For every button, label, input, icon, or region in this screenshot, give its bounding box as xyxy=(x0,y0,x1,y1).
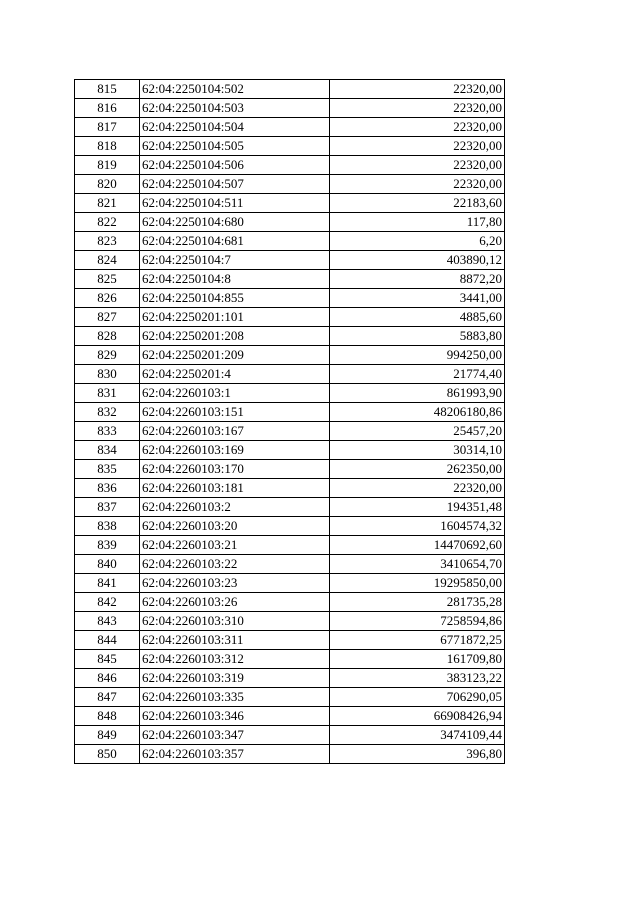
value-cell: 161709,80 xyxy=(330,650,505,669)
table-row xyxy=(75,308,505,327)
value-cell: 14470692,60 xyxy=(330,536,505,555)
row-number-cell: 846 xyxy=(75,669,140,688)
cadastral-number-cell: 62:04:2260103:347 xyxy=(140,726,330,745)
table-row xyxy=(75,118,505,137)
row-number-cell: 848 xyxy=(75,707,140,726)
table-row xyxy=(75,194,505,213)
value-cell: 861993,90 xyxy=(330,384,505,403)
table-row xyxy=(75,631,505,650)
cadastral-number-cell: 62:04:2250104:504 xyxy=(140,118,330,137)
value-cell: 3441,00 xyxy=(330,289,505,308)
cadastral-number-cell: 62:04:2250104:506 xyxy=(140,156,330,175)
row-number-cell: 849 xyxy=(75,726,140,745)
table-row xyxy=(75,289,505,308)
value-cell: 7258594,86 xyxy=(330,612,505,631)
cadastral-number-cell: 62:04:2260103:151 xyxy=(140,403,330,422)
table-row xyxy=(75,612,505,631)
cadastral-number-cell: 62:04:2260103:335 xyxy=(140,688,330,707)
cadastral-number-cell: 62:04:2260103:312 xyxy=(140,650,330,669)
cadastral-number-cell: 62:04:2250201:208 xyxy=(140,327,330,346)
row-number-cell: 827 xyxy=(75,308,140,327)
row-number-cell: 838 xyxy=(75,517,140,536)
cadastral-number-cell: 62:04:2260103:181 xyxy=(140,479,330,498)
table-row xyxy=(75,574,505,593)
cadastral-number-cell: 62:04:2250201:4 xyxy=(140,365,330,384)
row-number-cell: 815 xyxy=(75,80,140,99)
row-number-cell: 821 xyxy=(75,194,140,213)
table-row xyxy=(75,175,505,194)
row-number-cell: 828 xyxy=(75,327,140,346)
cadastral-number-cell: 62:04:2260103:319 xyxy=(140,669,330,688)
table-row xyxy=(75,441,505,460)
value-cell: 22183,60 xyxy=(330,194,505,213)
row-number-cell: 835 xyxy=(75,460,140,479)
value-cell: 994250,00 xyxy=(330,346,505,365)
table-row xyxy=(75,536,505,555)
value-cell: 19295850,00 xyxy=(330,574,505,593)
row-number-cell: 825 xyxy=(75,270,140,289)
row-number-cell: 822 xyxy=(75,213,140,232)
table-row xyxy=(75,555,505,574)
table-row xyxy=(75,384,505,403)
value-cell: 66908426,94 xyxy=(330,707,505,726)
table-row xyxy=(75,688,505,707)
row-number-cell: 818 xyxy=(75,137,140,156)
cadastral-number-cell: 62:04:2260103:1 xyxy=(140,384,330,403)
cadastral-number-cell: 62:04:2250104:507 xyxy=(140,175,330,194)
row-number-cell: 837 xyxy=(75,498,140,517)
value-cell: 22320,00 xyxy=(330,118,505,137)
cadastral-number-cell: 62:04:2250104:681 xyxy=(140,232,330,251)
value-cell: 22320,00 xyxy=(330,156,505,175)
value-cell: 30314,10 xyxy=(330,441,505,460)
row-number-cell: 830 xyxy=(75,365,140,384)
table-row xyxy=(75,479,505,498)
value-cell: 25457,20 xyxy=(330,422,505,441)
row-number-cell: 836 xyxy=(75,479,140,498)
value-cell: 6,20 xyxy=(330,232,505,251)
value-cell: 22320,00 xyxy=(330,137,505,156)
row-number-cell: 831 xyxy=(75,384,140,403)
cadastral-number-cell: 62:04:2250104:680 xyxy=(140,213,330,232)
cadastral-number-cell: 62:04:2260103:23 xyxy=(140,574,330,593)
cadastral-number-cell: 62:04:2250104:505 xyxy=(140,137,330,156)
table-row xyxy=(75,251,505,270)
cadastral-number-cell: 62:04:2260103:346 xyxy=(140,707,330,726)
table-row xyxy=(75,80,505,99)
cadastral-number-cell: 62:04:2260103:167 xyxy=(140,422,330,441)
table-row xyxy=(75,726,505,745)
row-number-cell: 829 xyxy=(75,346,140,365)
row-number-cell: 840 xyxy=(75,555,140,574)
value-cell: 22320,00 xyxy=(330,479,505,498)
cadastral-number-cell: 62:04:2250104:7 xyxy=(140,251,330,270)
table-row xyxy=(75,403,505,422)
table-row xyxy=(75,517,505,536)
cadastral-number-cell: 62:04:2260103:21 xyxy=(140,536,330,555)
table-row xyxy=(75,745,505,764)
value-cell: 403890,12 xyxy=(330,251,505,270)
value-cell: 262350,00 xyxy=(330,460,505,479)
value-cell: 4885,60 xyxy=(330,308,505,327)
table-body xyxy=(75,80,505,764)
table-row xyxy=(75,346,505,365)
row-number-cell: 845 xyxy=(75,650,140,669)
cadastral-number-cell: 62:04:2260103:22 xyxy=(140,555,330,574)
row-number-cell: 820 xyxy=(75,175,140,194)
row-number-cell: 841 xyxy=(75,574,140,593)
table-row xyxy=(75,707,505,726)
row-number-cell: 834 xyxy=(75,441,140,460)
cadastral-number-cell: 62:04:2260103:2 xyxy=(140,498,330,517)
table-row xyxy=(75,213,505,232)
table-row xyxy=(75,498,505,517)
cadastral-number-cell: 62:04:2250104:855 xyxy=(140,289,330,308)
row-number-cell: 843 xyxy=(75,612,140,631)
cadastral-number-cell: 62:04:2250104:503 xyxy=(140,99,330,118)
cadastral-number-cell: 62:04:2260103:311 xyxy=(140,631,330,650)
value-cell: 21774,40 xyxy=(330,365,505,384)
value-cell: 22320,00 xyxy=(330,80,505,99)
table-row xyxy=(75,327,505,346)
cadastral-number-cell: 62:04:2250104:8 xyxy=(140,270,330,289)
row-number-cell: 832 xyxy=(75,403,140,422)
table-row xyxy=(75,156,505,175)
row-number-cell: 850 xyxy=(75,745,140,764)
cadastral-number-cell: 62:04:2260103:357 xyxy=(140,745,330,764)
table-row xyxy=(75,460,505,479)
row-number-cell: 833 xyxy=(75,422,140,441)
row-number-cell: 824 xyxy=(75,251,140,270)
value-cell: 3410654,70 xyxy=(330,555,505,574)
row-number-cell: 817 xyxy=(75,118,140,137)
cadastral-number-cell: 62:04:2250104:511 xyxy=(140,194,330,213)
cadastral-number-cell: 62:04:2250104:502 xyxy=(140,80,330,99)
table-row xyxy=(75,365,505,384)
row-number-cell: 847 xyxy=(75,688,140,707)
cadastral-number-cell: 62:04:2260103:20 xyxy=(140,517,330,536)
value-cell: 22320,00 xyxy=(330,99,505,118)
value-cell: 396,80 xyxy=(330,745,505,764)
value-cell: 3474109,44 xyxy=(330,726,505,745)
value-cell: 5883,80 xyxy=(330,327,505,346)
value-cell: 6771872,25 xyxy=(330,631,505,650)
value-cell: 1604574,32 xyxy=(330,517,505,536)
cadastral-number-cell: 62:04:2260103:170 xyxy=(140,460,330,479)
row-number-cell: 842 xyxy=(75,593,140,612)
cadastral-number-cell: 62:04:2250201:101 xyxy=(140,308,330,327)
table-row xyxy=(75,99,505,118)
cadastral-number-cell: 62:04:2260103:310 xyxy=(140,612,330,631)
value-cell: 8872,20 xyxy=(330,270,505,289)
row-number-cell: 823 xyxy=(75,232,140,251)
cadastral-number-cell: 62:04:2260103:169 xyxy=(140,441,330,460)
table-row xyxy=(75,422,505,441)
value-cell: 281735,28 xyxy=(330,593,505,612)
value-cell: 383123,22 xyxy=(330,669,505,688)
value-cell: 48206180,86 xyxy=(330,403,505,422)
value-cell: 22320,00 xyxy=(330,175,505,194)
value-cell: 117,80 xyxy=(330,213,505,232)
table-row xyxy=(75,270,505,289)
row-number-cell: 826 xyxy=(75,289,140,308)
value-cell: 194351,48 xyxy=(330,498,505,517)
row-number-cell: 839 xyxy=(75,536,140,555)
row-number-cell: 819 xyxy=(75,156,140,175)
cadastral-value-table xyxy=(74,79,505,764)
row-number-cell: 816 xyxy=(75,99,140,118)
table-row xyxy=(75,669,505,688)
value-cell: 706290,05 xyxy=(330,688,505,707)
table-row xyxy=(75,137,505,156)
cadastral-number-cell: 62:04:2260103:26 xyxy=(140,593,330,612)
cadastral-number-cell: 62:04:2250201:209 xyxy=(140,346,330,365)
table-row xyxy=(75,650,505,669)
row-number-cell: 844 xyxy=(75,631,140,650)
table-row xyxy=(75,232,505,251)
table-row xyxy=(75,593,505,612)
